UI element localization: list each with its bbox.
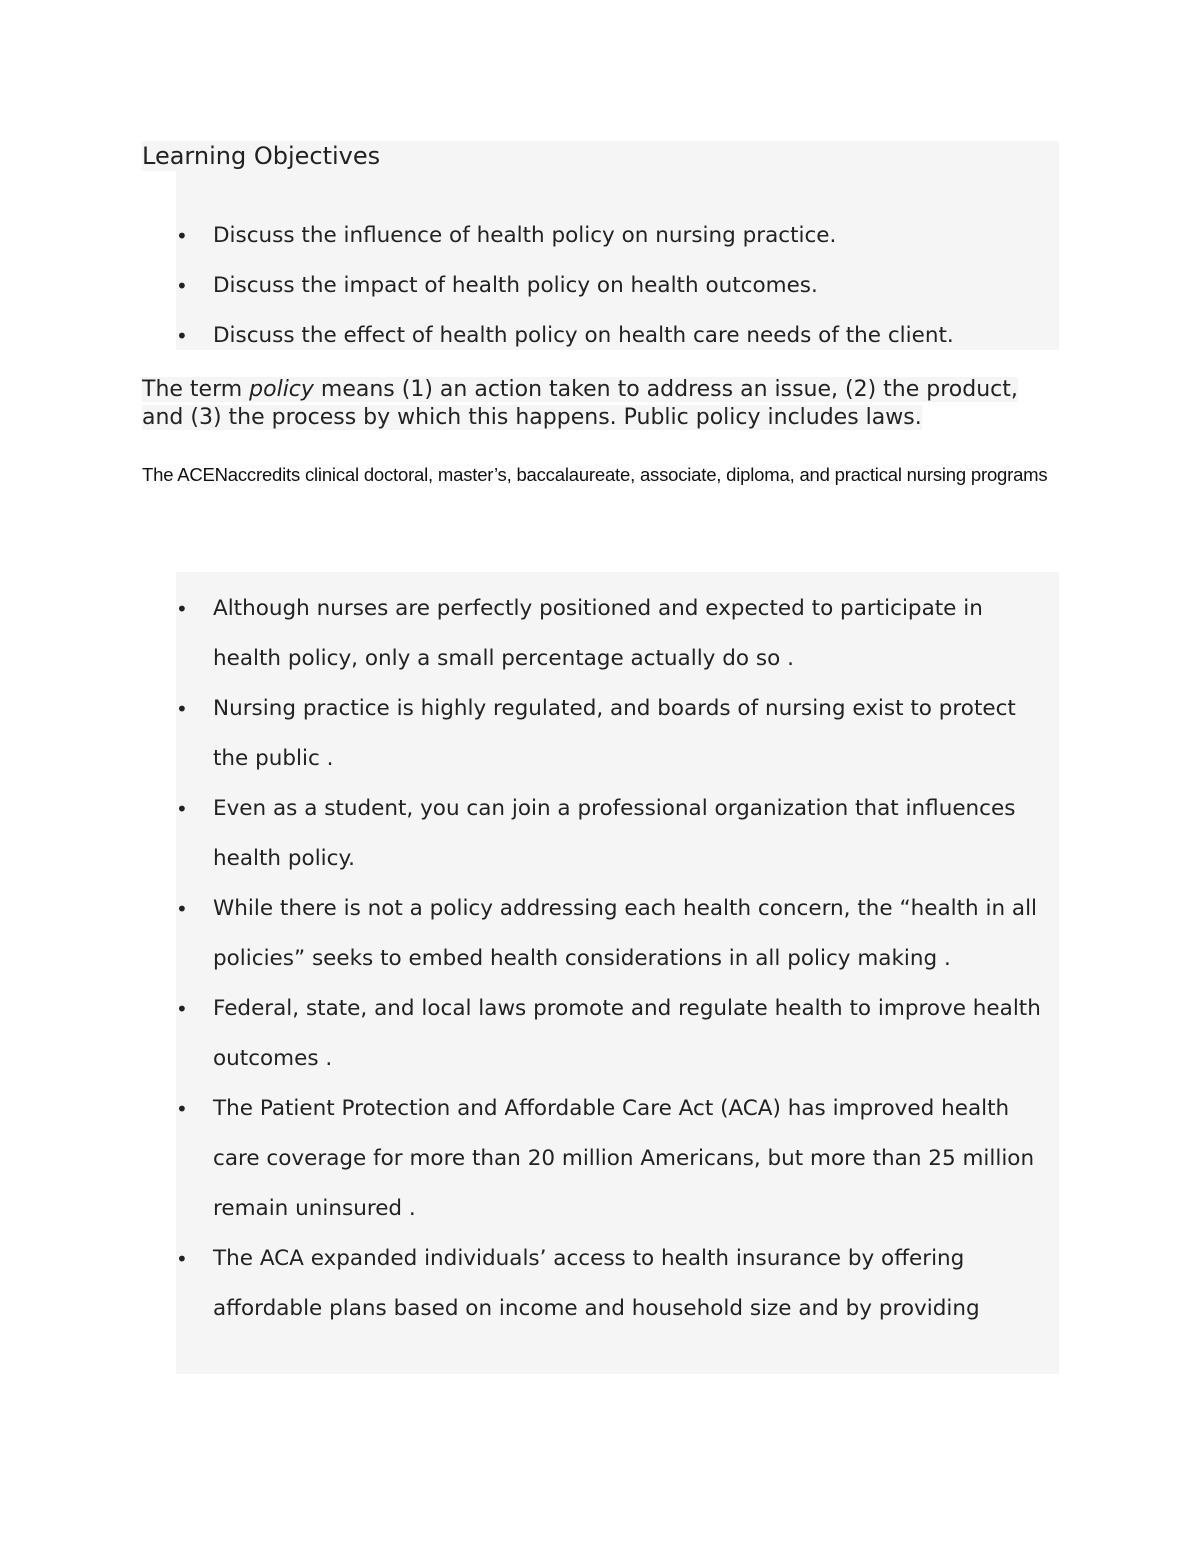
bullet-icon: •: [176, 897, 188, 921]
policy-definition: [142, 376, 1022, 432]
fact-text: Although nurses are perfectly positioned and expected to participate in health policy, only a small percentage actually do so .: [213, 596, 983, 671]
list-item: [176, 684, 1056, 784]
list-item: [176, 584, 1056, 684]
list-item: [176, 1084, 1056, 1234]
acen-note: The ACENaccredits clinical doctoral, master’s, baccalaureate, associate, diploma, and practical nursing programs: [142, 464, 1048, 485]
policy-definition-rest: means (1) an action taken to address an issue, (2) the product, and (3) the process by which this happens. Public policy includes laws.: [142, 377, 1018, 430]
policy-definition-start: The term: [142, 377, 250, 402]
page-title: Learning Objectives: [142, 142, 381, 170]
bullet-icon: •: [176, 597, 188, 621]
bullet-icon: •: [176, 1097, 188, 1121]
bullet-icon: •: [176, 274, 188, 298]
list-item: [176, 1234, 1056, 1334]
fact-text: The ACA expanded individuals’ access to health insurance by offering affordable plans based on income and household size and by providing: [213, 1246, 980, 1321]
policy-term: policy: [249, 377, 314, 402]
list-item: [176, 218, 1059, 268]
bullet-icon: •: [176, 797, 188, 821]
list-item: [176, 268, 1059, 318]
fact-text: Nursing practice is highly regulated, and boards of nursing exist to protect the public .: [213, 696, 1016, 771]
bullet-icon: •: [176, 997, 188, 1021]
list-item: [176, 984, 1056, 1084]
objective-text: Discuss the impact of health policy on health outcomes.: [213, 273, 818, 298]
bullet-icon: •: [176, 224, 188, 248]
fact-text: Federal, state, and local laws promote and regulate health to improve health outcomes .: [213, 996, 1041, 1071]
fact-text: Even as a student, you can join a professional organization that influences health policy.: [213, 796, 1016, 871]
bullet-icon: •: [176, 1247, 188, 1271]
fact-text: While there is not a policy addressing each health concern, the “health in all policies” seeks to embed health considerations in all policy making .: [213, 896, 1038, 971]
list-item: [176, 784, 1056, 884]
objectives-list: [176, 218, 1059, 368]
objective-text: Discuss the effect of health policy on health care needs of the client.: [213, 323, 954, 348]
fact-text: The Patient Protection and Affordable Care Act (ACA) has improved health care coverage for more than 20 million Americans, but more than 25 million remain uninsured .: [213, 1096, 1035, 1221]
bullet-icon: •: [176, 697, 188, 721]
facts-list: [176, 584, 1056, 1334]
list-item: [176, 318, 1059, 368]
list-item: [176, 884, 1056, 984]
bullet-icon: •: [176, 324, 188, 348]
objective-text: Discuss the influence of health policy on nursing practice.: [213, 223, 837, 248]
